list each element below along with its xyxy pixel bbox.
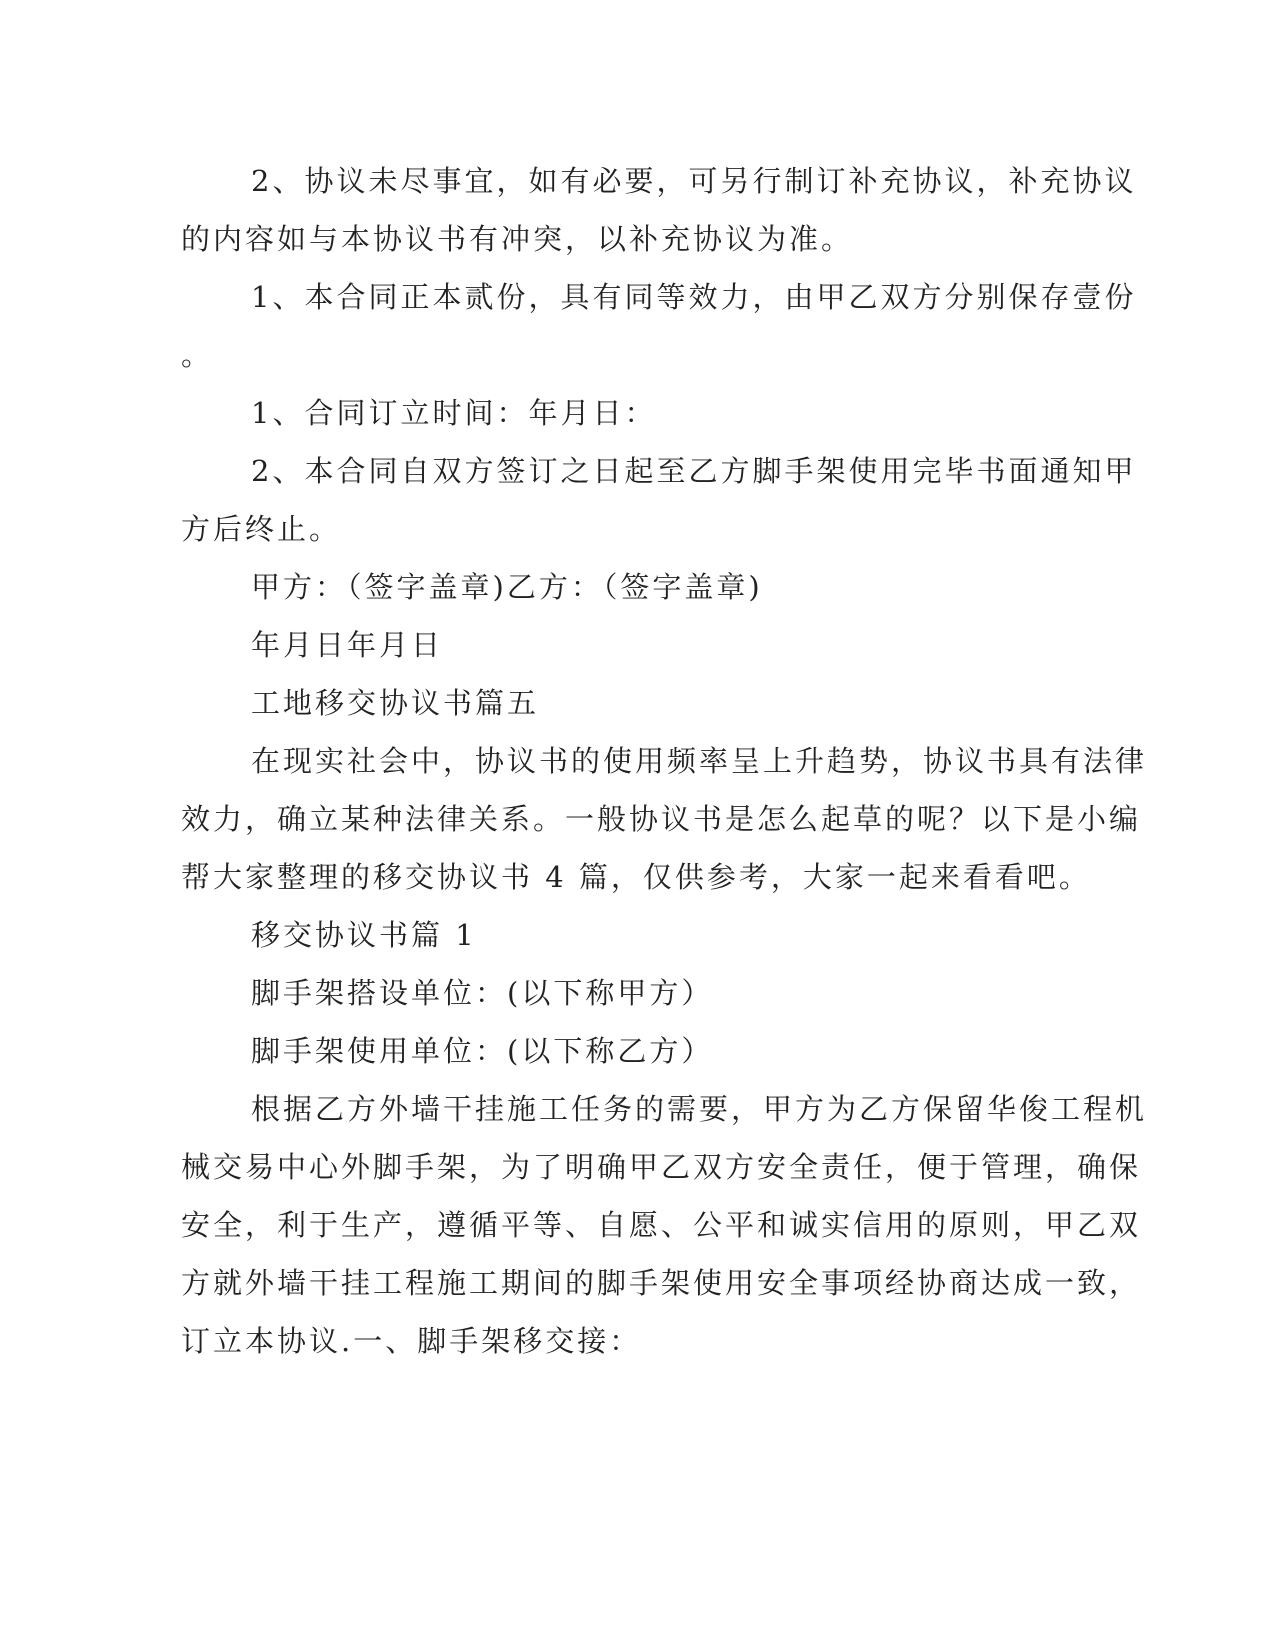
paragraph-line: 2、本合同自双方签订之日起至乙方脚手架使用完毕书面通知甲	[251, 454, 1137, 488]
paragraph-line: 订立本协议.一、脚手架移交接：	[181, 1324, 642, 1358]
paragraph-line: 。	[181, 338, 214, 372]
paragraph-line: 安全，利于生产，遵循平等、自愿、公平和诚实信用的原则，甲乙双	[181, 1208, 1142, 1242]
section-heading: 移交协议书篇 1	[251, 918, 477, 952]
date-line: 年月日年月日	[251, 628, 444, 662]
paragraph-line: 脚手架搭设单位：(以下称甲方）	[251, 976, 714, 1010]
paragraph-line: 方后终止。	[181, 512, 342, 546]
paragraph-line: 脚手架使用单位：(以下称乙方）	[251, 1034, 714, 1068]
paragraph-line: 方就外墙干挂工程施工期间的脚手架使用安全事项经协商达成一致，	[181, 1266, 1142, 1300]
paragraph-line: 1、合同订立时间：年月日：	[251, 396, 657, 430]
paragraph-line: 2、协议未尽事宜，如有必要，可另行制订补充协议，补充协议	[251, 164, 1137, 198]
paragraph-line: 在现实社会中，协议书的使用频率呈上升趋势，协议书具有法律	[251, 744, 1148, 778]
signature-line: 甲方：（签字盖章)乙方：（签字盖章)	[251, 570, 763, 604]
paragraph-line: 效力，确立某种法律关系。一般协议书是怎么起草的呢？以下是小编	[181, 802, 1142, 836]
paragraph-line: 械交易中心外脚手架，为了明确甲乙双方安全责任，便于管理，确保	[181, 1150, 1142, 1184]
document-body	[181, 152, 1148, 1370]
paragraph-line: 1、本合同正本贰份，具有同等效力，由甲乙双方分别保存壹份	[251, 280, 1137, 314]
paragraph-line: 根据乙方外墙干挂施工任务的需要，甲方为乙方保留华俊工程机	[251, 1092, 1148, 1126]
paragraph-line: 的内容如与本协议书有冲突，以补充协议为准。	[181, 222, 854, 256]
paragraph-line: 帮大家整理的移交协议书 4 篇，仅供参考，大家一起来看看吧。	[181, 860, 1091, 894]
section-heading: 工地移交协议书篇五	[251, 686, 540, 720]
